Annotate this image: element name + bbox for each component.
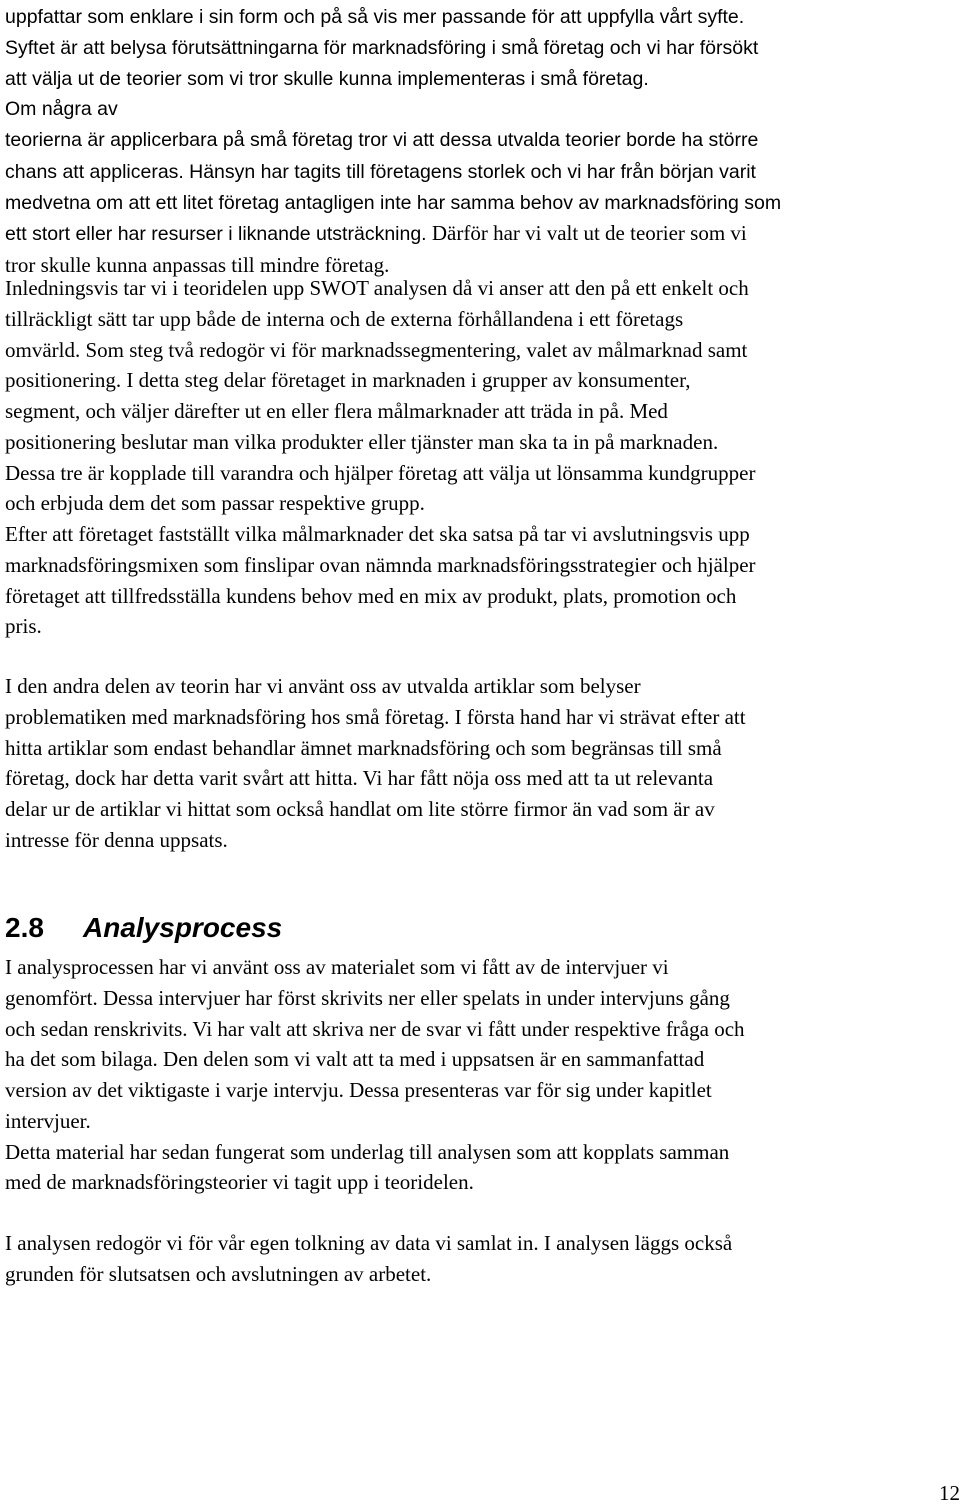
- text-run: att välja ut de teorier som vi tror skulle kunna implementeras i små företag.: [5, 67, 649, 90]
- page-number: 12: [939, 1481, 960, 1505]
- text-line: I analysen redogör vi för vår egen tolkning av data vi samlat in. I analysen läggs också: [5, 1231, 733, 1255]
- paragraph-articles: [5, 671, 958, 856]
- text-run: Därför har vi valt ut de teorier som vi: [431, 221, 747, 246]
- text-line: version av det viktigaste i varje intervju. Dessa presenteras var för sig under kapitlet: [5, 1078, 712, 1102]
- text-line: problematiken med marknadsföring hos små företag. I första hand har vi strävat efter att: [5, 704, 746, 729]
- text-line: positionering beslutar man vilka produkter eller tjänster man ska ta in på marknaden.: [5, 429, 719, 454]
- paragraph-analysis-summary: [5, 1228, 958, 1290]
- text-line: medvetna om att ett litet företag antagligen inte har samma behov av marknadsföring som: [5, 191, 782, 214]
- text-line: marknadsföringsmixen som finslipar ovan nämnda marknadsföringsstrategier och hjälper: [5, 552, 756, 577]
- text-line: intresse för denna uppsats.: [5, 827, 228, 852]
- text-line: företag, dock har detta varit svårt att hitta. Vi har fått nöja oss med att ta ut relevanta: [5, 766, 714, 791]
- text-line: I analysprocessen har vi använt oss av materialet som vi fått av de intervjuer vi: [5, 955, 669, 979]
- text-line: teorierna är applicerbara på små företag tror vi att dessa utvalda teorier borde ha större: [5, 129, 759, 151]
- text-line: [5, 94, 958, 125]
- text-line: pris.: [5, 614, 42, 639]
- text-line: [5, 156, 958, 188]
- text-line: Inledningsvis tar vi i teoridelen upp SWOT analysen då vi anser att den på ett enkelt och: [5, 276, 749, 300]
- text-line: omvärld. Som steg två redogör vi för marknadssegmentering, valet av målmarknad samt: [5, 337, 748, 362]
- text-line: positionering. I detta steg delar företaget in marknaden i grupper av konsumenter,: [5, 368, 691, 393]
- text-line: Detta material har sedan fungerat som underlag till analysen som att kopplats samman: [5, 1139, 730, 1164]
- text-run: ett stort eller har resurser i liknande utsträckning.: [5, 223, 427, 246]
- text-run: Hänsyn har tagits till företagens storlek och vi har från början varit: [189, 160, 756, 183]
- text-run: chans att appliceras.: [5, 160, 184, 183]
- text-line: ha det som bilaga. Den delen som vi valt att ta med i uppsatsen är en sammanfattad: [5, 1047, 705, 1072]
- text-line: hitta artiklar som endast behandlar ämnet marknadsföring och som begränsas till små: [5, 735, 722, 760]
- text-line: och sedan renskrivits. Vi har valt att skriva ner de svar vi fått under respektive fråga och: [5, 1016, 745, 1041]
- paragraph-theory-overview: [5, 273, 958, 642]
- text-line: och erbjuda dem det som passar respektive grupp.: [5, 491, 425, 516]
- text-line: I den andra delen av teorin har vi använt oss av utvalda artiklar som belyser: [5, 674, 641, 698]
- text-line: intervjuer.: [5, 1108, 91, 1133]
- text-run: Om några av: [5, 98, 118, 121]
- text-line: grunden för slutsatsen och avslutningen av arbetet.: [5, 1261, 432, 1286]
- text-line: [5, 218, 958, 250]
- text-line: tror skulle kunna anpassas till mindre företag.: [5, 253, 390, 277]
- text-line: med de marknadsföringsteorier vi tagit upp i teoridelen.: [5, 1170, 474, 1195]
- text-line: delar ur de artiklar vi hittat som också handlat om lite större firmor än vad som är av: [5, 797, 715, 821]
- paragraph-analysis-process: [5, 952, 958, 1198]
- section-heading: [5, 910, 282, 946]
- section-title: Analysprocess: [83, 912, 283, 943]
- text-line: tillräckligt sätt tar upp både de interna och de externa förhållandena i ett företags: [5, 306, 684, 331]
- text-line: uppfattar som enklare i sin form och på så vis mer passande för att uppfylla vårt syfte.: [5, 6, 745, 28]
- text-line: Syftet är att belysa förutsättningarna för marknadsföring i små företag och vi har försökt: [5, 36, 759, 59]
- text-line: Dessa tre är kopplade till varandra och hjälper företag att välja ut lönsamma kundgrupper: [5, 460, 756, 485]
- text-line: Efter att företaget fastställt vilka målmarknader det ska satsa på tar vi avslutningsvis upp: [5, 522, 750, 546]
- section-number: 2.8: [5, 912, 44, 943]
- text-line: företaget att tillfredsställa kundens behov med en mix av produkt, plats, promotion och: [5, 583, 737, 608]
- paragraph-intro: [5, 2, 958, 281]
- text-line: segment, och väljer därefter ut en eller flera målmarknader att träda in på. Med: [5, 399, 668, 423]
- text-line: genomfört. Dessa intervjuer har först skrivits ner eller spelats in under intervjuns gång: [5, 985, 730, 1010]
- text-line: [5, 64, 958, 95]
